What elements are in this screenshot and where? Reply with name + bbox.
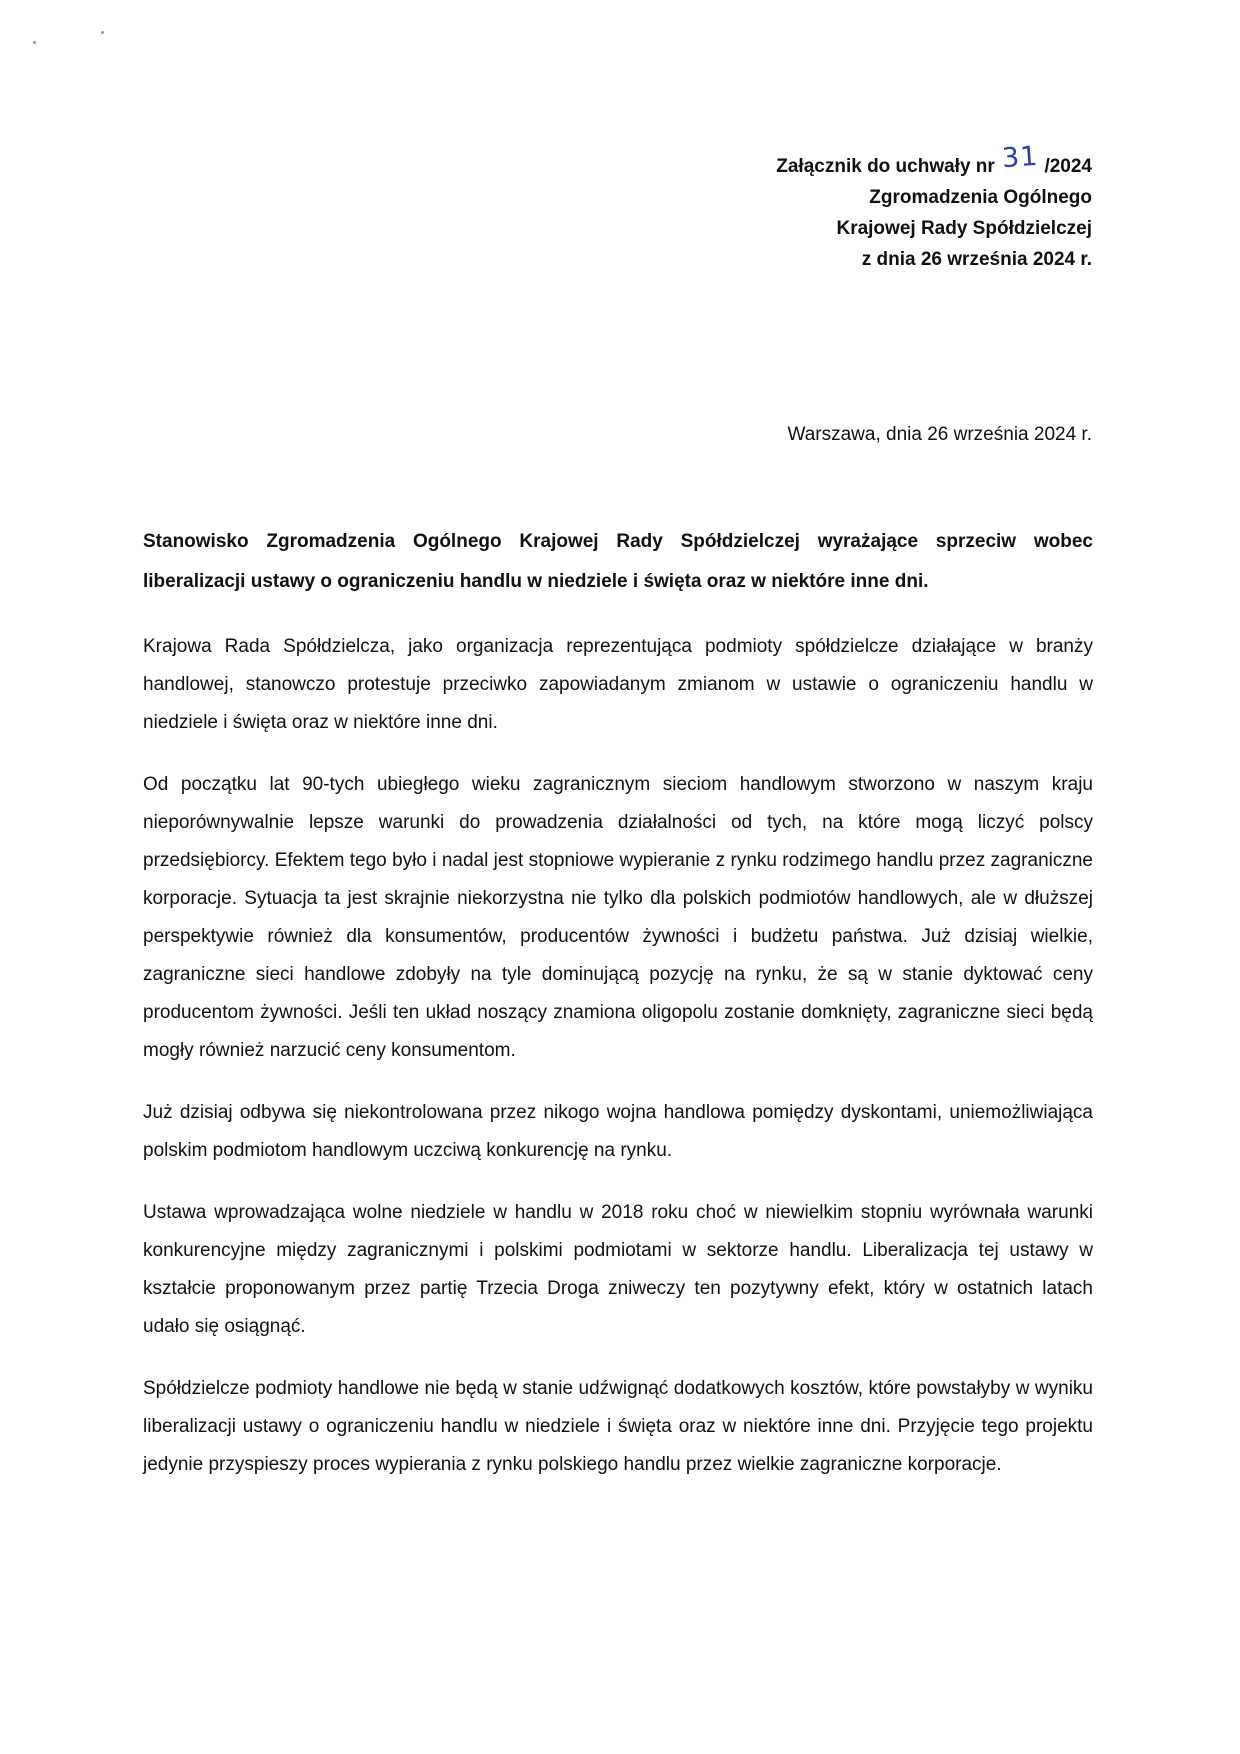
document-body [143,522,1093,1508]
attachment-year: /2024 [1044,156,1092,177]
paragraph-2: Od początku lat 90-tych ubiegłego wieku zagranicznym sieciom handlowym stworzono w naszym kraju nieporównywalnie lepsze warunki do prowadzenia działalności od tych, na które mogą liczyć polscy przedsiębiorcy. Efektem tego było i nadal jest stopniowe wypieranie z rynku rodzimego handlu przez zagraniczne korporacje. Sytuacja ta jest skrajnie niekorzystna nie tylko dla polskich podmiotów handlowych, ale w dłuższej perspektywie również dla konsumentów, producentów żywności i budżetu państwa. Już dzisiaj wielkie, zagraniczne sieci handlowe zdobyły na tyle dominującą pozycję na rynku, że są w stanie dyktować ceny producentom żywności. Jeśli ten układ noszący znamiona oligopolu zostanie domknięty, zagraniczne sieci będą mogły również narzucić ceny konsumentom. [143,774,1093,1061]
attachment-line-3: Krajowej Rady Spółdzielczej [836,218,1092,239]
scan-artifact-dot [33,41,36,44]
paragraph-5: Spółdzielcze podmioty handlowe nie będą w stanie udźwignąć dodatkowych kosztów, które powstałyby w wyniku liberalizacji ustawy o ograniczeniu handlu w niedziele i święta oraz w niektóre inne dni. Przyjęcie tego projektu jedynie przyspieszy proces wypierania z rynku polskiego handlu przez wielkie zagraniczne korporacje. [143,1378,1093,1475]
attachment-header [776,140,1092,275]
scan-artifact-dot [101,31,104,34]
handwritten-resolution-number: 31 [1001,140,1040,175]
place-and-date: Warszawa, dnia 26 września 2024 r. [787,424,1092,445]
attachment-line-1 [776,140,1092,182]
attachment-line-2: Zgromadzenia Ogólnego [869,187,1092,208]
document-title: Stanowisko Zgromadzenia Ogólnego Krajowej Rady Spółdzielczej wyrażające sprzeciw wobec liberalizacji ustawy o ograniczeniu handlu w niedziele i święta oraz w niektóre inne dni. [143,531,1093,592]
attachment-line-4: z dnia 26 września 2024 r. [861,249,1092,270]
paragraph-1: Krajowa Rada Spółdzielcza, jako organizacja reprezentująca podmioty spółdzielcze działające w branży handlowej, stanowczo protestuje przeciwko zapowiadanym zmianom w ustawie o ograniczeniu handlu w niedziele i święta oraz w niektóre inne dni. [143,636,1093,733]
paragraph-4: Ustawa wprowadzająca wolne niedziele w handlu w 2018 roku choć w niewielkim stopniu wyrównała warunki konkurencyjne między zagranicznymi i polskimi podmiotami w sektorze handlu. Liberalizacja tej ustawy w kształcie proponowanym przez partię Trzecia Droga zniweczy ten pozytywny efekt, który w ostatnich latach udało się osiągnąć. [143,1202,1093,1337]
attachment-prefix: Załącznik do uchwały nr [776,156,995,177]
paragraph-3: Już dzisiaj odbywa się niekontrolowana przez nikogo wojna handlowa pomiędzy dyskontami, uniemożliwiająca polskim podmiotom handlowym uczciwą konkurencję na rynku. [143,1102,1093,1161]
